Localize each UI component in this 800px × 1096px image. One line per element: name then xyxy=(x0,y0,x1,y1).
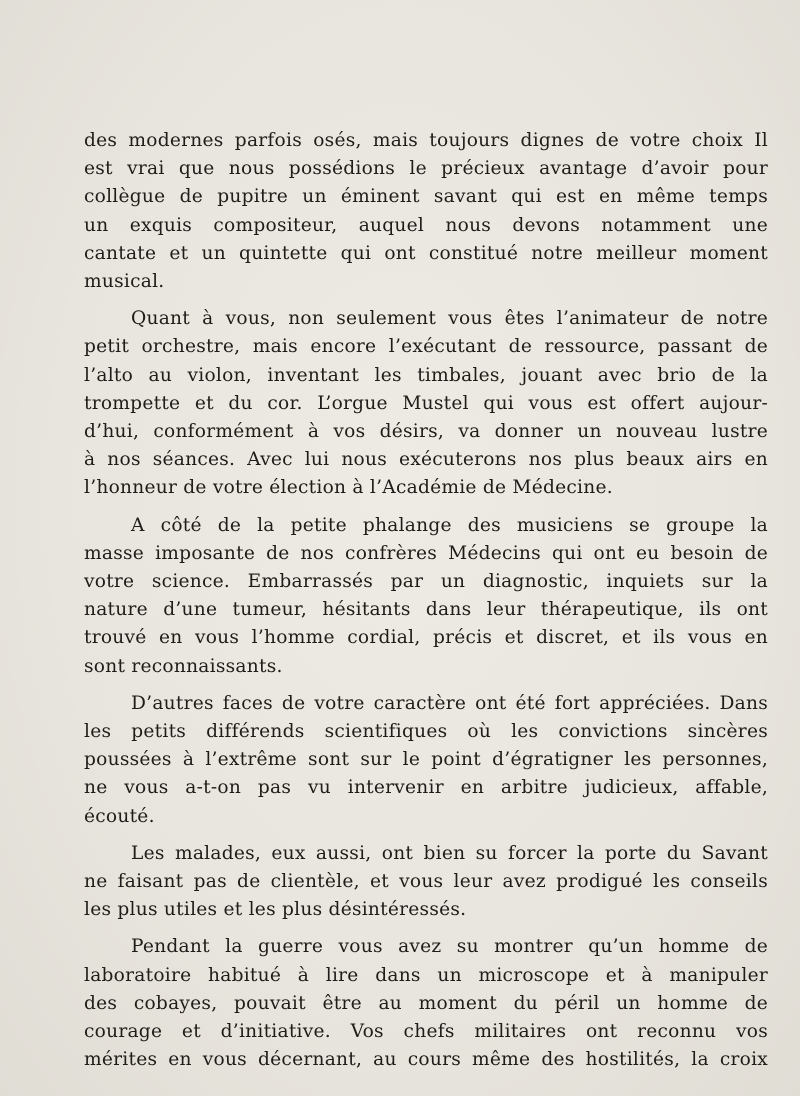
text-line: D’autres faces de votre caractère ont été fort appréciées. Dans xyxy=(131,692,768,714)
text-line: Les malades, eux aussi, ont bien su forcer la porte du Savant xyxy=(131,842,768,864)
text-line: votre science. Embarrassés par un diagnostic, inquiets sur la xyxy=(84,571,768,593)
text-line: ne vous a-t-on pas vu intervenir en arbitre judicieux, affable, xyxy=(84,777,768,799)
paragraph-4 xyxy=(84,690,768,831)
text-line: d’hui, conformément à vos désirs, va donner un nouveau lustre xyxy=(84,421,768,443)
text-line: les plus utiles et les plus désintéressés. xyxy=(84,899,467,921)
text-line: Pendant la guerre vous avez su montrer qu’un homme de xyxy=(131,936,768,958)
text-line: est vrai que nous possédions le précieux avantage d’avoir pour xyxy=(84,158,768,180)
text-line: écouté. xyxy=(84,805,155,827)
text-line: musical. xyxy=(84,271,165,293)
text-line: cantate et un quintette qui ont constitué notre meilleur moment xyxy=(84,242,768,264)
text-line: laboratoire habitué à lire dans un microscope et à manipuler xyxy=(84,964,768,986)
text-line: petit orchestre, mais encore l’exécutant de ressource, passant de xyxy=(84,336,768,358)
paragraph-3 xyxy=(84,512,768,681)
text-line: un exquis compositeur, auquel nous devons notamment une xyxy=(84,214,768,236)
text-line: l’alto au violon, inventant les timbales, jouant avec brio de la xyxy=(84,364,768,386)
text-line: des modernes parfois osés, mais toujours dignes de votre choix Il xyxy=(84,130,768,151)
text-line: mérites en vous décernant, au cours même des hostilités, la croix xyxy=(84,1049,768,1071)
text-line: courage et d’initiative. Vos chefs militaires ont reconnu vos xyxy=(84,1021,768,1043)
body-text xyxy=(84,127,768,1075)
text-line: sont reconnaissants. xyxy=(84,655,283,677)
text-line: Quant à vous, non seulement vous êtes l’animateur de notre xyxy=(131,308,768,330)
paragraph-5 xyxy=(84,840,768,925)
paragraph-6 xyxy=(84,933,768,1074)
text-line: trompette et du cor. L’orgue Mustel qui vous est offert aujour- xyxy=(84,392,768,414)
text-line: A côté de la petite phalange des musiciens se groupe la xyxy=(131,514,768,536)
text-line: collègue de pupitre un éminent savant qui est en même temps xyxy=(84,186,768,208)
paragraph-2 xyxy=(84,305,768,502)
text-line: ne faisant pas de clientèle, et vous leur avez prodigué les conseils xyxy=(84,871,768,893)
text-line: les petits différends scientifiques où les convictions sincères xyxy=(84,721,768,743)
text-line: masse imposante de nos confrères Médecins qui ont eu besoin de xyxy=(84,542,768,564)
paragraph-1 xyxy=(84,127,768,296)
text-line: à nos séances. Avec lui nous exécuterons nos plus beaux airs en xyxy=(84,449,768,471)
text-line: des cobayes, pouvait être au moment du péril un homme de xyxy=(84,992,768,1014)
text-line: l’honneur de votre élection à l’Académie de Médecine. xyxy=(84,477,613,499)
text-line: nature d’une tumeur, hésitants dans leur thérapeutique, ils ont xyxy=(84,599,768,621)
text-line: poussées à l’extrême sont sur le point d’égratigner les personnes, xyxy=(84,749,768,771)
text-line: trouvé en vous l’homme cordial, précis et discret, et ils vous en xyxy=(84,627,768,649)
